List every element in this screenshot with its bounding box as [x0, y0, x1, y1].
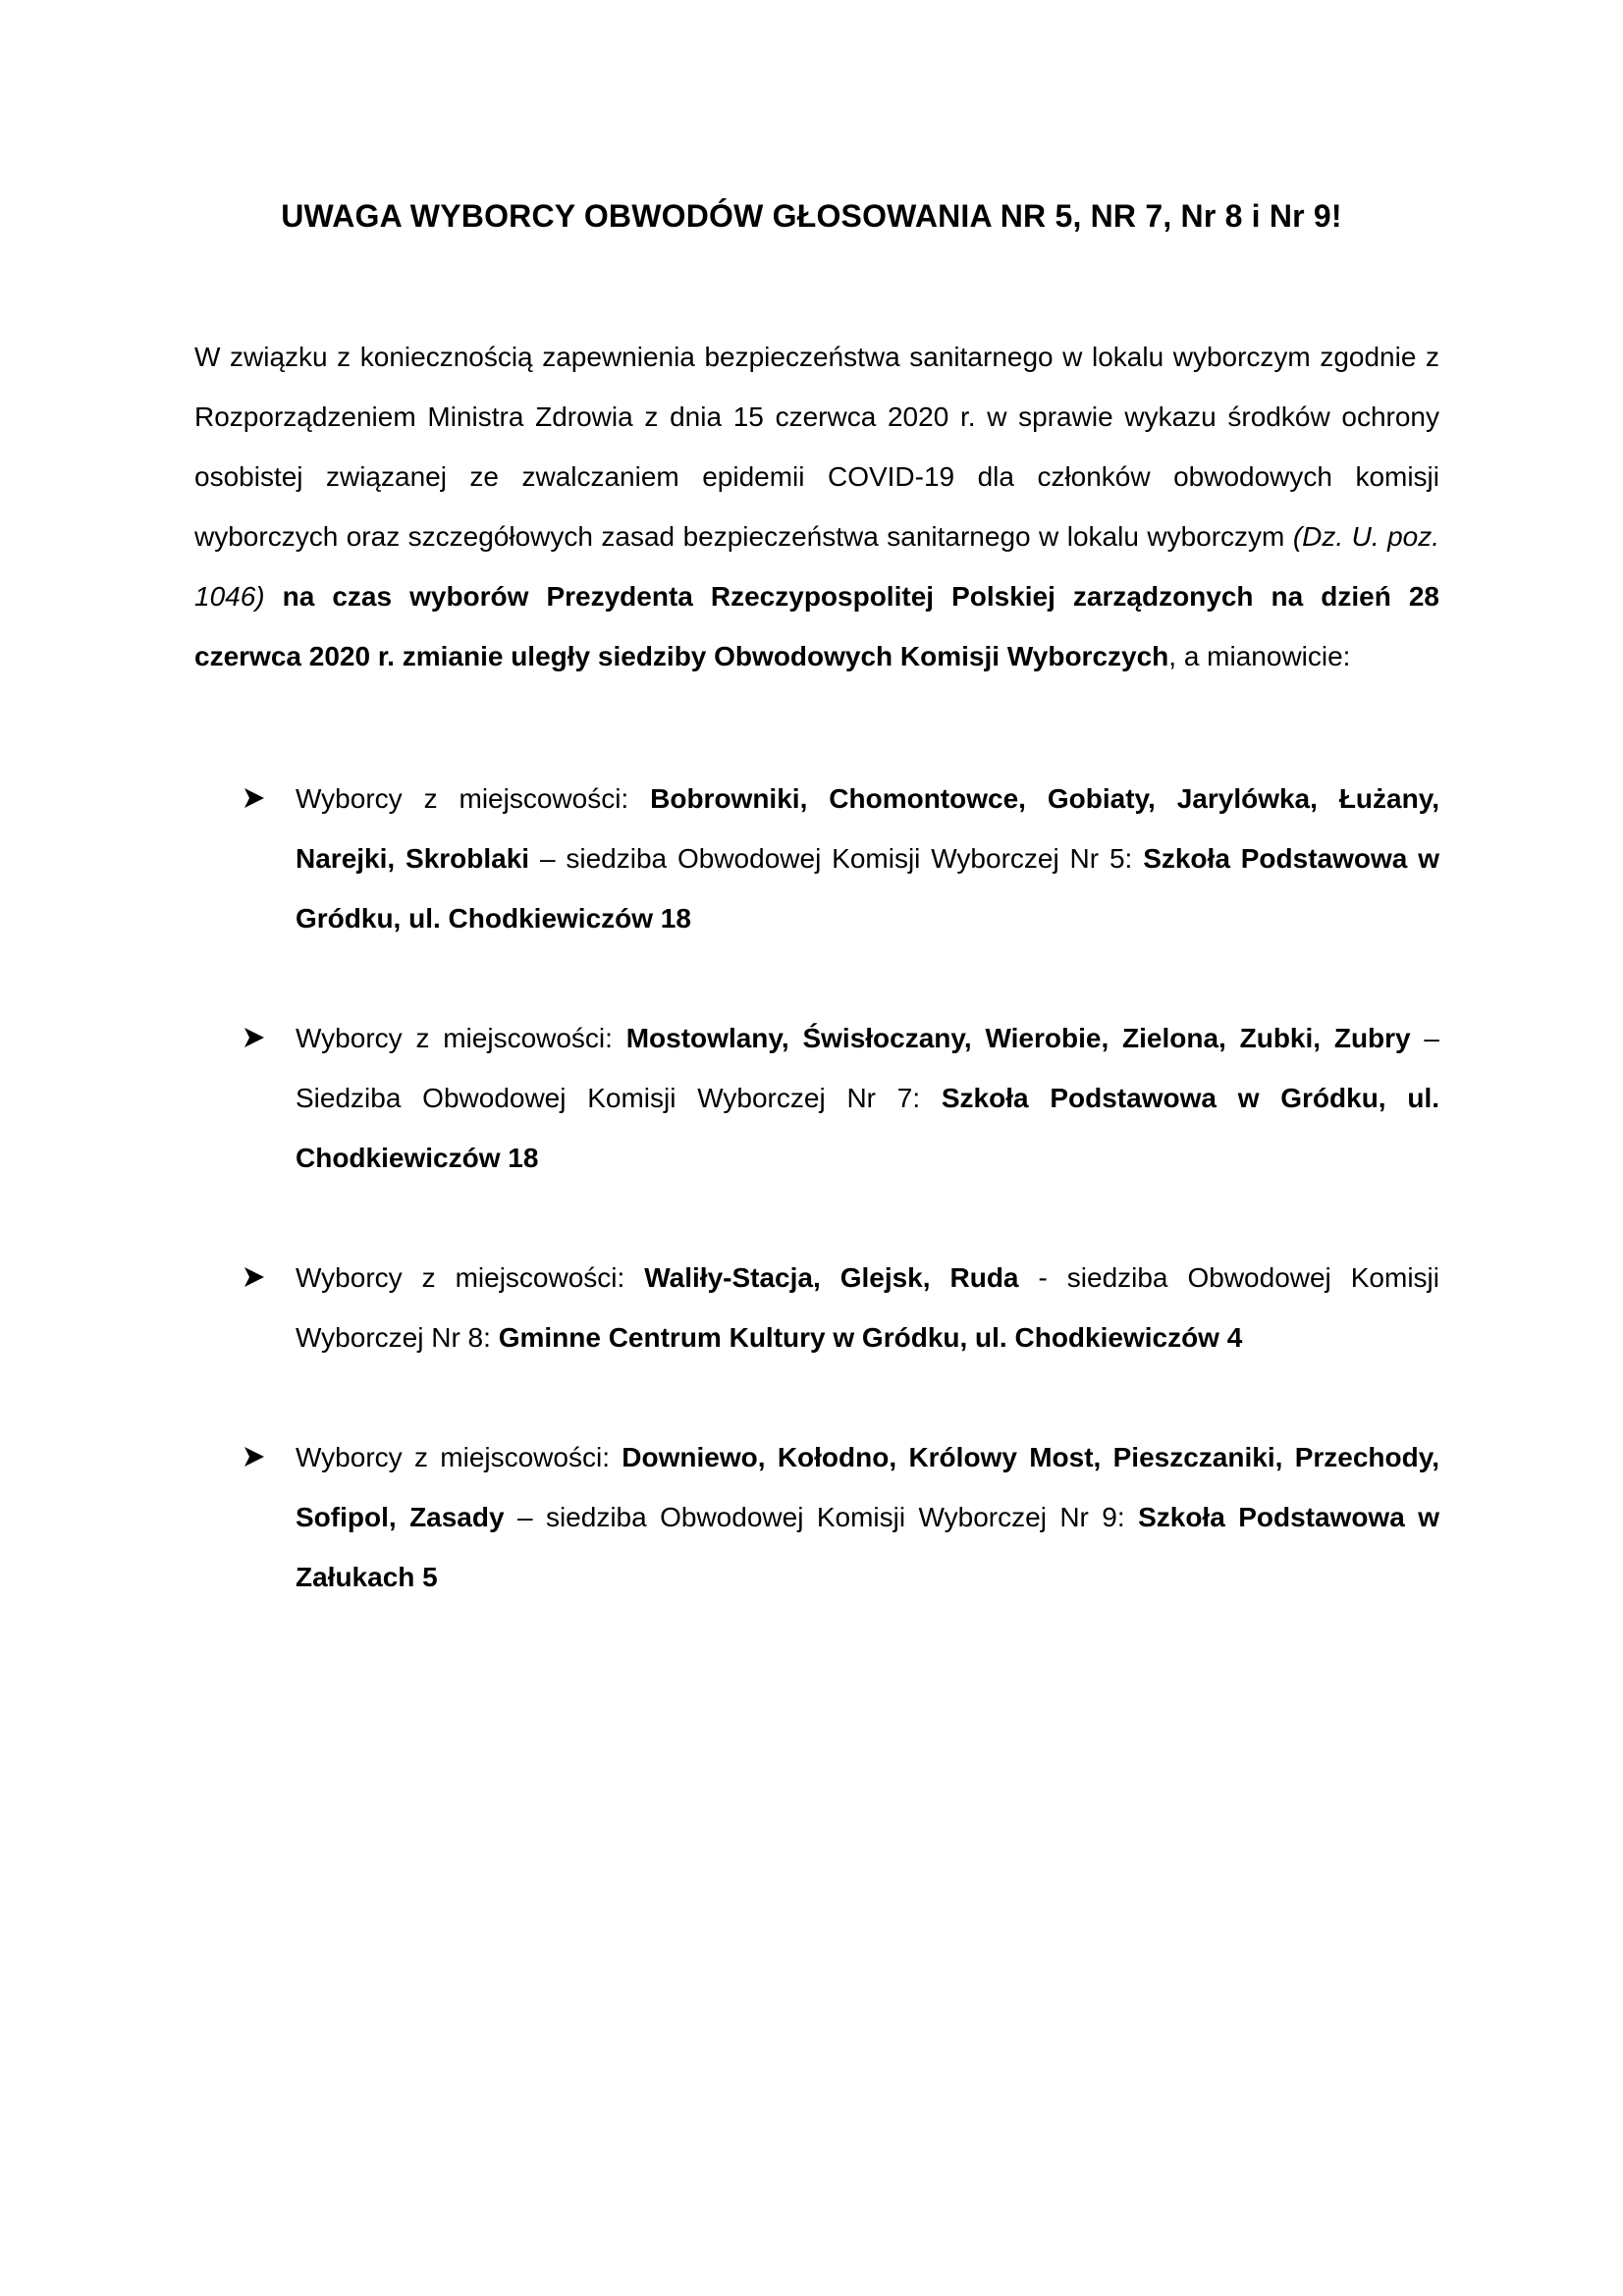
legal-citation: (Dz. U. poz. 1046) — [194, 521, 1439, 612]
item-middle: – Siedziba Obwodowej Komisji Wyborczej Nr 7: — [296, 1023, 1439, 1113]
item-location: Szkoła Podstawowa w Gródku, ul. Chodkiewiczów 18 — [296, 1083, 1439, 1173]
intro-paragraph — [194, 327, 1439, 686]
arrowhead-bullet-icon — [243, 787, 265, 809]
item-prefix: Wyborcy z miejscowości: — [296, 1442, 622, 1472]
list-item — [194, 1427, 1439, 1607]
item-prefix: Wyborcy z miejscowości: — [296, 1262, 645, 1293]
item-middle: – siedziba Obwodowej Komisji Wyborczej Nr 5: — [529, 843, 1144, 874]
item-places: Downiewo, Kołodno, Królowy Most, Pieszczaniki, Przechody, Sofipol, Zasady — [296, 1442, 1439, 1532]
list-item — [194, 1248, 1439, 1367]
intro-ending: , a mianowicie: — [1168, 641, 1351, 671]
arrowhead-bullet-icon — [243, 1266, 265, 1288]
item-places: Mostowlany, Świsłoczany, Wierobie, Zielona, Zubki, Zubry — [625, 1023, 1411, 1053]
arrowhead-bullet-icon — [243, 1027, 265, 1048]
page-title: UWAGA WYBORCY OBWODÓW GŁOSOWANIA NR 5, NR 7, Nr 8 i Nr 9! — [281, 198, 1342, 234]
item-middle: - siedziba Obwodowej Komisji Wyborczej Nr 8: — [296, 1262, 1439, 1353]
arrowhead-bullet-icon — [243, 1446, 265, 1468]
item-places: Waliły-Stacja, Glejsk, Ruda — [644, 1262, 1019, 1293]
polling-station-list — [194, 769, 1439, 1607]
item-location: Szkoła Podstawowa w Załukach 5 — [296, 1502, 1439, 1592]
item-location: Gminne Centrum Kultury w Gródku, ul. Chodkiewiczów 4 — [498, 1322, 1243, 1353]
list-item — [194, 769, 1439, 948]
item-places: Bobrowniki, Chomontowce, Gobiaty, Jarylówka, Łużany, Narejki, Skroblaki — [296, 783, 1439, 874]
item-prefix: Wyborcy z miejscowości: — [296, 783, 651, 814]
item-prefix: Wyborcy z miejscowości: — [296, 1023, 626, 1053]
list-item — [194, 1008, 1439, 1188]
item-location: Szkoła Podstawowa w Gródku, ul. Chodkiewiczów 18 — [296, 843, 1439, 934]
intro-text: W związku z koniecznością zapewnienia bezpieczeństwa sanitarnego w lokalu wyborczym zgodnie z Rozporządzeniem Ministra Zdrowia z dnia 15 czerwca 2020 r. w sprawie wykazu środków ochrony osobistej związanej ze zwalczaniem epidemii COVID-19 dla członków obwodowych komisji wyborczych oraz szczegółowych zasad bezpieczeństwa sanitarnego w lokalu wyborczym — [194, 342, 1439, 552]
intro-bold-text: na czas wyborów Prezydenta Rzeczypospolitej Polskiej zarządzonych na dzień 28 czerwca 2020 r. zmianie uległy siedziby Obwodowych Komisji Wyborczych — [194, 581, 1439, 671]
item-middle: – siedziba Obwodowej Komisji Wyborczej Nr 9: — [504, 1502, 1139, 1532]
